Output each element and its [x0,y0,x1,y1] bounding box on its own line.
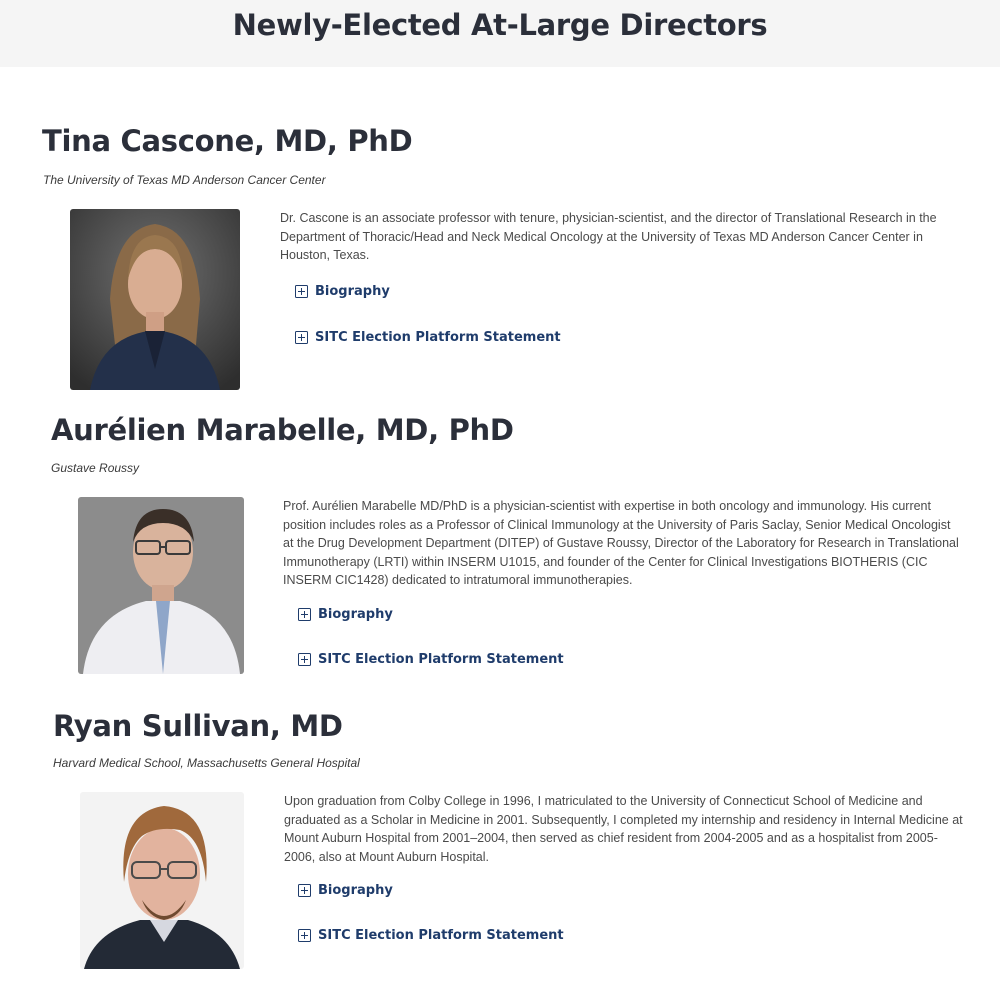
biography-label: Biography [315,284,390,299]
director-affiliation: Gustave Roussy [51,461,140,475]
plus-square-icon [295,331,308,344]
director-photo [78,497,244,674]
election-statement-label: SITC Election Platform Statement [315,330,561,345]
election-statement-toggle[interactable] [295,330,561,345]
plus-square-icon [298,608,311,621]
director-summary: Dr. Cascone is an associate professor with tenure, physician-scientist, and the director of Translational Research in the Department of Thoracic/Head and Neck Medical Oncology at the University of Texas MD Anderson Cancer Center in Houston, Texas. [280,211,937,263]
election-statement-toggle[interactable] [298,928,564,943]
director-summary: Upon graduation from Colby College in 1996, I matriculated to the University of Connecticut School of Medicine and graduated as a Scholar in Medicine in 2001. Subsequently, I completed my internship and residency in Internal Medicine at Mount Auburn Hospital from 2001–2004, then served as chief resident from 2004-2005 and as a hospitalist from 2005-2006, also at Mount Auburn Hospital. [284,794,963,864]
director-name: Ryan Sullivan, MD [53,709,343,743]
plus-square-icon [295,285,308,298]
biography-label: Biography [318,607,393,622]
director-summary: Prof. Aurélien Marabelle MD/PhD is a physician-scientist with expertise in both oncology and immunology. His current position includes roles as a Professor of Clinical Immunology at the University of Paris Saclay, Senior Medical Oncologist at the Drug Development Department (DITEP) of Gustave Roussy, Director of the Laboratory for Research in Translational Immunotherapy (LRTI) within INSERM U1015, and founder of the Center for Clinical Investigations BIOTHERIS (CIC INSERM CIC1428) dedicated to intratumoral immunotherapies. [283,499,959,588]
director-affiliation: The University of Texas MD Anderson Cancer Center [43,173,326,187]
biography-toggle[interactable] [298,883,393,898]
election-statement-label: SITC Election Platform Statement [318,928,564,943]
director-photo [70,209,240,390]
election-statement-toggle[interactable] [298,652,564,667]
director-affiliation: Harvard Medical School, Massachusetts General Hospital [53,756,360,770]
director-photo [80,792,244,969]
biography-toggle[interactable] [298,607,393,622]
director-name: Aurélien Marabelle, MD, PhD [51,413,514,447]
director-name: Tina Cascone, MD, PhD [42,124,413,158]
election-statement-label: SITC Election Platform Statement [318,652,564,667]
biography-label: Biography [318,883,393,898]
plus-square-icon [298,929,311,942]
page-title: Newly-Elected At-Large Directors [232,8,768,42]
page-header [0,0,1000,67]
biography-toggle[interactable] [295,284,390,299]
plus-square-icon [298,884,311,897]
plus-square-icon [298,653,311,666]
